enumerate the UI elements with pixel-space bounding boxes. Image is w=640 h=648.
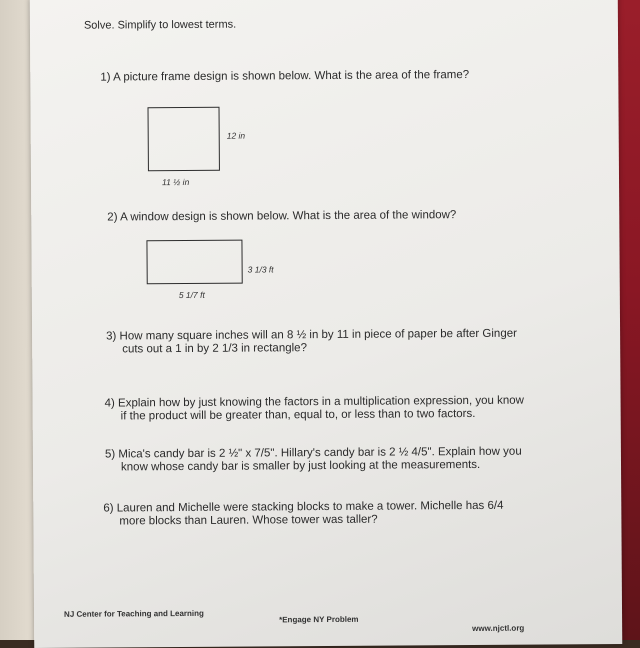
question-5 bbox=[105, 446, 522, 475]
frame-width-label: 11 ½ in bbox=[161, 176, 190, 188]
question-6-number: 6) bbox=[103, 502, 114, 515]
question-3 bbox=[106, 328, 517, 357]
question-4-number: 4) bbox=[104, 397, 115, 410]
question-1-number: 1) bbox=[100, 71, 111, 84]
frame-diagram bbox=[148, 107, 220, 172]
question-4 bbox=[105, 395, 525, 424]
question-4-line-2: if the product will be greater than, equal to, or less than to two factors. bbox=[120, 407, 476, 423]
footer-right: www.njctl.org bbox=[472, 623, 525, 633]
question-3-line-2: cuts out a 1 in by 2 1/3 in rectangle? bbox=[122, 342, 307, 356]
worksheet-page bbox=[30, 0, 623, 648]
footer-left: NJ Center for Teaching and Learning bbox=[64, 608, 204, 619]
question-2-text: A window design is shown below. What is the area of the window? bbox=[120, 209, 457, 224]
question-5-number: 5) bbox=[104, 448, 116, 461]
question-4-line-1: Explain how by just knowing the factors in a multiplication expression, you know bbox=[117, 394, 524, 410]
question-5-line-1: Mica's candy bar is 2 ½" x 7/5". Hillary's candy bar is 2 ½ 4/5". Explain how you bbox=[118, 445, 522, 461]
instructions: Solve. Simplify to lowest terms. bbox=[83, 18, 237, 32]
window-diagram bbox=[146, 240, 242, 285]
question-1 bbox=[100, 69, 469, 85]
question-5-line-2: know whose candy bar is smaller by just looking at the measurements. bbox=[120, 458, 481, 474]
question-6-line-1: Lauren and Michelle were stacking blocks to make a tower. Michelle has 6/4 bbox=[116, 499, 504, 515]
question-1-text: A picture frame design is shown below. What is the area of the frame? bbox=[113, 68, 470, 84]
question-2-number: 2) bbox=[107, 211, 118, 224]
question-2 bbox=[107, 209, 456, 224]
question-3-line-1: How many square inches will an 8 ½ in by 11 in piece of paper be after Ginger bbox=[119, 327, 517, 343]
question-6 bbox=[103, 500, 503, 529]
question-6-line-2: more blocks than Lauren. Whose tower was taller? bbox=[119, 513, 378, 528]
window-height-label: 3 1/3 ft bbox=[247, 264, 274, 275]
frame-height-label: 12 in bbox=[226, 130, 246, 141]
question-3-number: 3) bbox=[106, 330, 117, 343]
window-width-label: 5 1/7 ft bbox=[178, 289, 205, 301]
footer-center: *Engage NY Problem bbox=[279, 614, 359, 625]
